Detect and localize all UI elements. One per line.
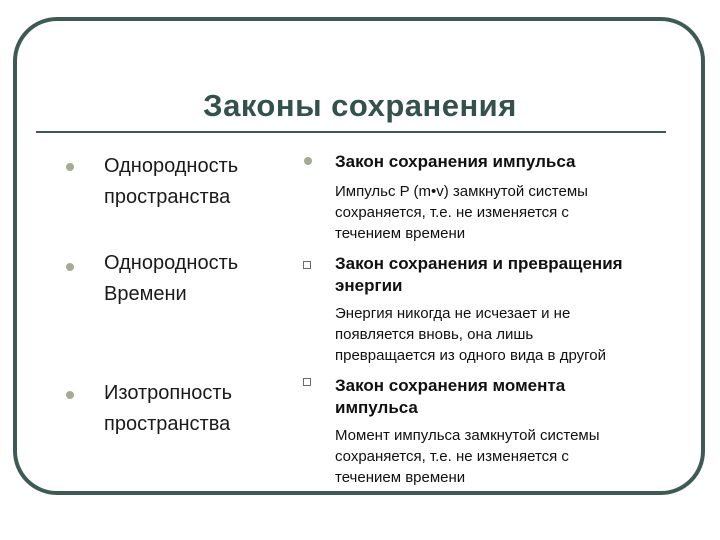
law-momentum-description: Импульс P (m•v) замкнутой системы сохраняется, т.е. не изменяется с течением времени <box>335 183 588 242</box>
bullet-dot-icon <box>304 157 312 165</box>
bullet-square-icon <box>303 261 311 269</box>
law-energy-description: Энергия никогда не исчезает и не появляется вновь, она лишь превращается из одного вида в другой <box>335 305 606 364</box>
law-angular-momentum-heading: Закон сохранения момента импульса <box>335 376 566 417</box>
bullet-dot-icon <box>66 263 74 271</box>
left-item-homogeneity-time: Однородность Времени <box>104 252 239 305</box>
left-item-isotropy-space: Изотропность пространства <box>104 382 232 435</box>
law-angular-momentum-description: Момент импульса замкнутой системы сохраняется, т.е. не изменяется с течением времени <box>335 427 600 486</box>
law-energy-heading: Закон сохранения и превращения энергии <box>335 254 623 295</box>
law-momentum-heading: Закон сохранения импульса <box>335 152 576 171</box>
bullet-dot-icon <box>66 163 74 171</box>
bullet-square-icon <box>303 378 311 386</box>
left-item-homogeneity-space: Однородность пространства <box>104 155 239 208</box>
bullet-dot-icon <box>66 391 74 399</box>
slide-title: Законы сохранения <box>203 88 517 123</box>
title-divider <box>36 131 666 133</box>
